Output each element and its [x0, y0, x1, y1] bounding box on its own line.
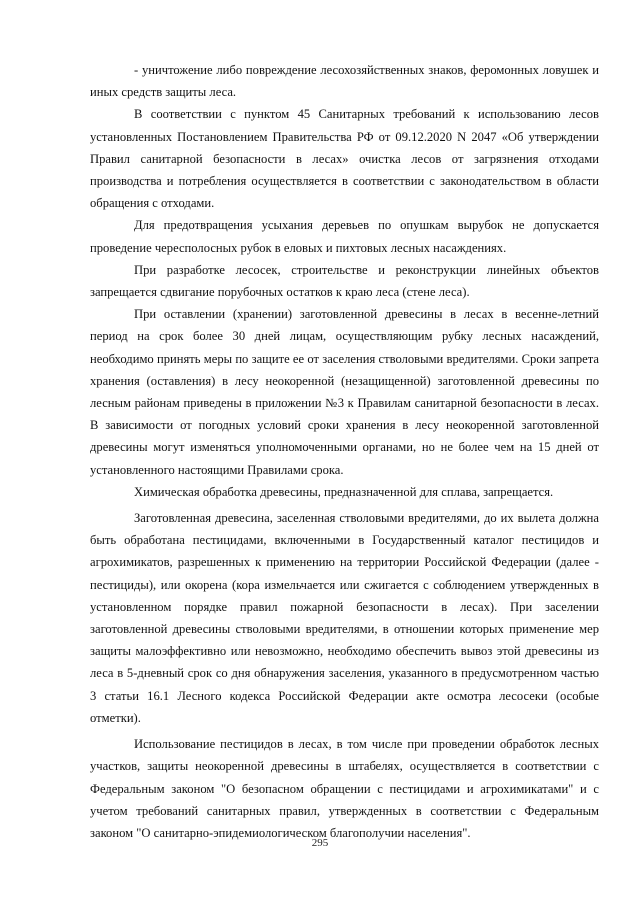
paragraph-infested-wood: Заготовленная древесина, заселенная стволовыми вредителями, до их вылета должна быть обработана пестицидами, включенными в Государственный каталог пестицидов и агрохимикатов, разрешенных к применению на территории Российской Федерации (далее - пестициды), или окорена (кора измельчается или сжигается с соблюдением утвержденных в установленном порядке правил пожарной безопасности в лесах). При заселении заготовленной древесины стволовыми вредителями, в отношении которых применение мер защиты малоэффективно или невозможно, необходимо обеспечить вывоз этой древесины из леса в 5-дневный срок со дня обнаружения заселения, указанного в предусмотренном частью 3 статьи 16.1 Лесного кодекса Российской Федерации акте осмотра лесосеки (особые отметки). — [90, 511, 599, 725]
paragraph-chemical-treatment: Химическая обработка древесины, предназначенной для сплава, запрещается. — [134, 484, 554, 499]
paragraph-strip-felling: Для предотвращения усыхания деревьев по опушкам вырубок не допускается проведение чересполосных рубок в еловых и пихтовых лесных насаждениях. — [90, 218, 599, 255]
paragraph-wood-storage: При оставлении (хранении) заготовленной древесины в лесах в весенне-летний период на срок более 30 дней лицам, осуществляющим рубку лесных насаждений, необходимо принять меры по защите ее от заселения стволовыми вредителями. Сроки запрета хранения (оставления) в лесу неокоренной (незащищенной) заготовленной древесины по лесным районам приведены в приложении №3 к Правилам санитарной безопасности в лесах. В зависимости от погодных условий сроки хранения в лесу неокоренной заготовленной древесины могут изменяться уполномоченными органами, но не более чем на 15 дней от установленного настоящими Правилами срока. — [90, 307, 599, 477]
paragraph-protection-means: - уничтожение либо повреждение лесохозяйственных знаков, феромонных ловушек и иных средств защиты леса. — [90, 63, 599, 100]
page-body — [90, 59, 599, 844]
paragraph-waste-cleaning: В соответствии с пунктом 45 Санитарных требований к использованию лесов установленных Постановлением Правительства РФ от 09.12.2020 N 2047 «Об утверждении Правил санитарной безопасности в лесах» очистка лесов от загрязнения отходами производства и потребления осуществляется в соответствии с законодательством в области обращения с отходами. — [90, 107, 599, 211]
paragraph-pesticide-use: Использование пестицидов в лесах, в том числе при проведении обработок лесных участков, защиты неокоренной древесины в штабелях, осуществляется в соответствии с Федеральным законом "О безопасном обращении с пестицидами и агрохимикатами" и с учетом требований санитарных правил, утвержденных в соответствии с Федеральным законом "О санитарно-эпидемиологическом благополучии населения". — [90, 737, 599, 840]
paragraph-felling-residue: При разработке лесосек, строительстве и реконструкции линейных объектов запрещается сдвигание порубочных остатков к краю леса (стене леса). — [90, 262, 599, 300]
page-number: 295 — [311, 837, 329, 849]
